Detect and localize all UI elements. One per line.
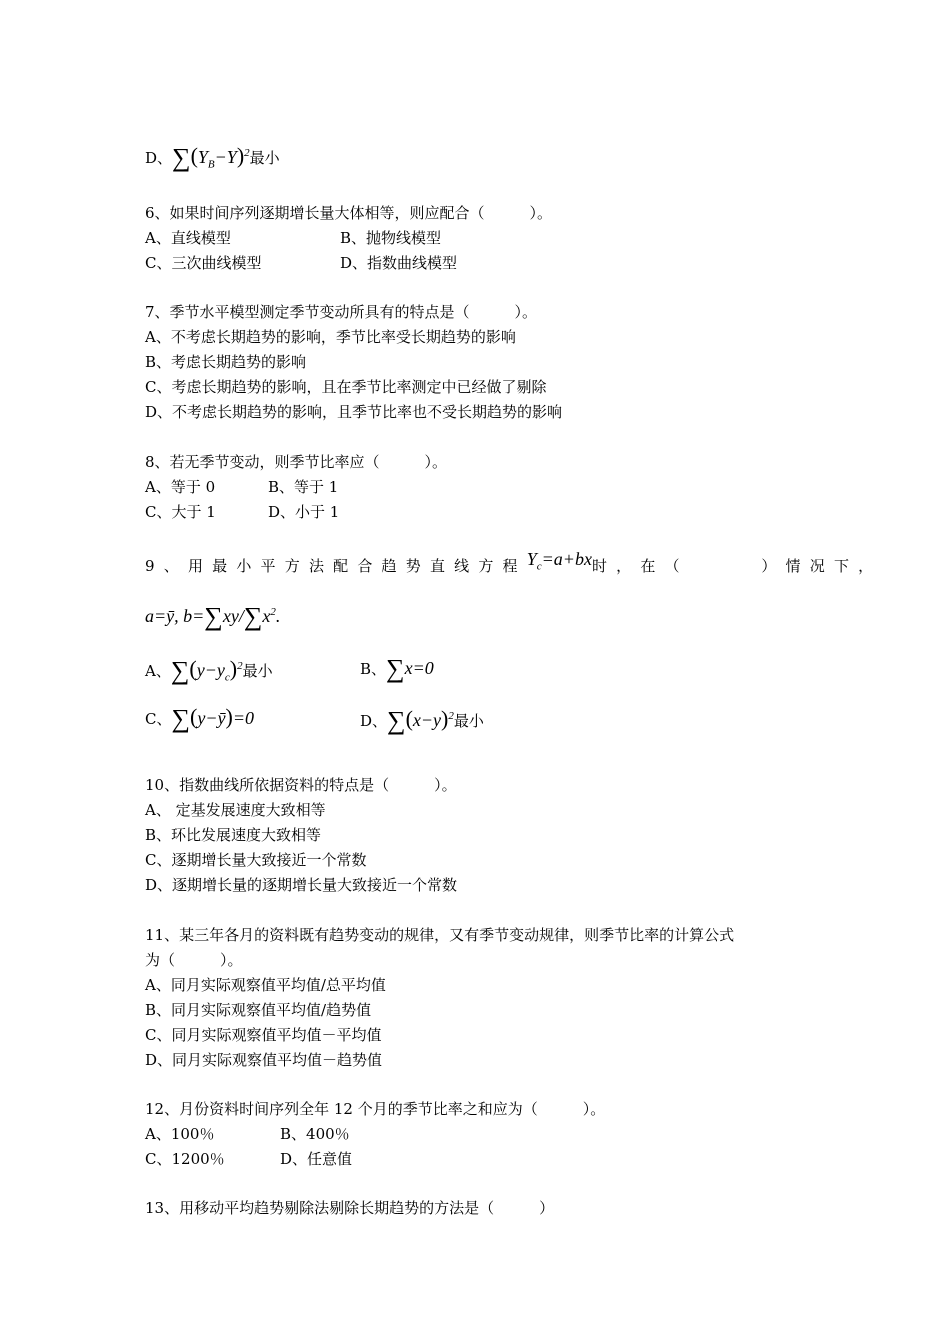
q5-option-d-suffix: 最小 xyxy=(249,149,280,167)
q12-option-c: C、1200％ xyxy=(145,1150,225,1168)
q10-stem: 10、指数曲线所依据资料的特点是（ ）。 xyxy=(145,776,457,794)
q10-option-a: A、 定基发展速度大致相等 xyxy=(145,801,326,819)
q13-stem: 13、用移动平均趋势剔除法剔除长期趋势的方法是（ ） xyxy=(145,1199,555,1217)
q9-option-a-label: A、 xyxy=(145,662,171,680)
q9-option-d xyxy=(360,700,484,737)
q9-equation: $Y_c=a+bx$ xyxy=(526,549,592,573)
q7-option-d: D、不考虑长期趋势的影响，且季节比率也不受长期趋势的影响 xyxy=(145,403,563,421)
q9-option-b xyxy=(360,650,434,685)
q11-option-c: C、同月实际观察值平均值－平均值 xyxy=(145,1026,382,1044)
q7-option-b: B、考虑长期趋势的影响 xyxy=(145,353,307,371)
q10-option-c: C、逐期增长量大致接近一个常数 xyxy=(145,851,367,869)
q9-condition xyxy=(145,598,280,631)
q6-option-c: C、三次曲线模型 xyxy=(145,254,262,272)
q9-option-d-suffix: 最小 xyxy=(453,712,484,730)
q7-option-c: C、考虑长期趋势的影响，且在季节比率测定中已经做了剔除 xyxy=(145,378,547,396)
q11-option-a: A、同月实际观察值平均值/总平均值 xyxy=(145,976,386,994)
q9-option-c-formula: ∑(y−ȳ)=0 xyxy=(171,704,254,733)
q9-option-b-label: B、 xyxy=(360,660,387,678)
q8-option-b: B、等于 1 xyxy=(268,478,339,496)
q9-option-a-suffix: 最小 xyxy=(242,662,273,680)
q10-option-b: B、环比发展速度大致相等 xyxy=(145,826,322,844)
q8-stem: 8、若无季节变动，则季节比率应（ ）。 xyxy=(145,453,448,471)
q8-option-c: C、大于 1 xyxy=(145,503,216,521)
q11-stem-line2: 为（ ）。 xyxy=(145,951,243,969)
q5-option-d xyxy=(145,143,280,175)
q12-option-b: B、400％ xyxy=(280,1125,350,1143)
q9-option-d-label: D、 xyxy=(360,712,388,730)
q12-option-d: D、任意值 xyxy=(280,1150,353,1168)
q11-option-b: B、同月实际观察值平均值/趋势值 xyxy=(145,1001,372,1019)
q6-option-a: A、直线模型 xyxy=(145,229,231,247)
q5-option-d-label: D、 xyxy=(145,149,173,167)
q10-option-d: D、逐期增长量的逐期增长量大致接近一个常数 xyxy=(145,876,458,894)
q7-option-a: A、不考虑长期趋势的影响，季节比率受长期趋势的影响 xyxy=(145,328,516,346)
q5-option-d-formula: $\sum(Y_B-Y)^2$ xyxy=(172,143,250,172)
q12-stem: 12、月份资料时间序列全年 12 个月的季节比率之和应为（ ）。 xyxy=(145,1100,606,1118)
q9-option-b-formula: ∑x=0 xyxy=(386,654,434,683)
q12-option-a: A、100％ xyxy=(145,1125,215,1143)
q6-stem: 6、如果时间序列逐期增长量大体相等，则应配合（ ）。 xyxy=(145,204,553,222)
q8-option-d: D、小于 1 xyxy=(268,503,340,521)
q11-stem-line1: 11、某三年各月的资料既有趋势变动的规律，又有季节变动规律，则季节比率的计算公式 xyxy=(145,926,735,944)
q9-stem-before: 9、用最小平方法配合趋势直线方程 xyxy=(145,557,527,575)
q9-condition-formula: a=ȳ, $b=\sum xy/\sum x^2$. xyxy=(145,602,281,631)
q6-option-b: B、抛物线模型 xyxy=(340,229,442,247)
q6-option-d: D、指数曲线模型 xyxy=(340,254,458,272)
q9-option-c xyxy=(145,700,254,735)
q7-stem: 7、季节水平模型测定季节变动所具有的特点是（ ）。 xyxy=(145,303,538,321)
q9-option-a-formula: $\sum(y-y_c)^2$ xyxy=(170,656,243,685)
q11-option-d: D、同月实际观察值平均值－趋势值 xyxy=(145,1051,383,1069)
q9-stem-after: 时，在（ ）情况下， xyxy=(591,557,883,575)
q9-option-c-label: C、 xyxy=(145,710,172,728)
q9-option-d-formula: $\sum(x-y)^2$ xyxy=(387,706,454,735)
q8-option-a: A、等于 0 xyxy=(145,478,216,496)
q9-stem xyxy=(145,549,883,583)
q9-option-a xyxy=(145,650,273,694)
